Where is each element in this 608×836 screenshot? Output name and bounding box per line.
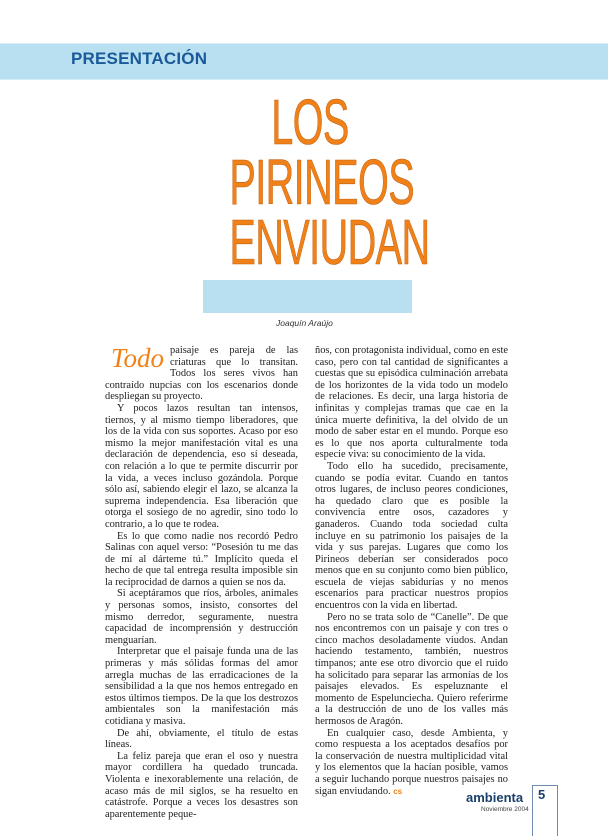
magazine-brand: ambienta bbox=[466, 790, 524, 805]
page-number: 5 bbox=[538, 787, 546, 802]
text-column-right bbox=[315, 345, 508, 797]
text-column-left bbox=[105, 345, 298, 820]
title-background-block bbox=[203, 280, 412, 313]
section-heading: PRESENTACIÓN bbox=[71, 49, 208, 68]
paragraph: Si aceptáramos que ríos, árboles, animales y personas somos, insisto, consortes del mismo derredor, seguramente, nuestra capacidad de incomprensión y destrucción menguarían. bbox=[105, 588, 298, 646]
paragraph: La feliz pareja que eran el oso y nuestra mayor cordillera ha quedado truncada. Violenta e inexorablemente una relación, de acaso más de mil siglos, se ha resuelto en catástrofe. Porque a veces los desastres son aparentemente peque- bbox=[105, 750, 298, 820]
paragraph: Es lo que como nadie nos recordó Pedro Salinas con aquel verso: “Posesión tu me das de mí al dárteme tú.” Implícito queda el hecho de que tal entrega resulta imposible sin la reciprocidad de darnos a quien se nos da. bbox=[105, 530, 298, 588]
paragraph: De ahí, obviamente, el título de estas líneas. bbox=[105, 727, 298, 751]
paragraph: En cualquier caso, desde Ambienta, y como respuesta a los aceptados desafíos por la conservación de nuestra multiplicidad vital y los elementos que la hacían posible, vamos a seguir luchando porque nuestros paisajes no sigan enviudando. cs bbox=[315, 727, 508, 797]
article-title bbox=[229, 86, 430, 278]
title-line-2: PIRINEOS bbox=[229, 146, 415, 218]
issue-date: Noviembre 2004 bbox=[481, 806, 529, 813]
paragraph: Y pocos lazos resultan tan intensos, tiernos, y al mismo tiempo liberadores, que los de la vida con sus soportes. Acaso por eso mismo la mejor manifestación vital es una declaración de dependencia, eso sí deseada, con relación a lo que te permite discurrir por la vida, a veces incluso gozándola. Porque sólo así, sabiendo elegir el lazo, se alcanza la suprema independencia. Esa liberación que otorga el sosiego de no agredir, sino todo lo contrario, a lo que te rodea. bbox=[105, 402, 298, 530]
paragraph: Pero no se trata solo de “Canelle”. De que nos encontremos con un paisaje y con tres o cinco machos desoladamente viudos. Andan haciendo testamento, también, nuestros tímpanos; ante ese otro divorcio que el ruido ha solicitado para separar las armonías de los paisajes elevados. Es espeluznante el momento de Espelunciecha. Quiero referirme a la destrucción de uno de los valles más hermosos de Aragón. bbox=[315, 611, 508, 727]
paragraph: ños, con protagonista individual, como en este caso, pero con tal cantidad de significantes a cuestas que su episódica culminación arrebata de los horizontes de la vida todo un modelo de relaciones. Es decir, una larga historia de infinitas y complejas tramas que cae en la única muerte definitiva, la del olvido de un modo de saber estar en el mundo. Porque eso es lo que nos aporta culturalmente toda especie viva: su conocimiento de la vida. bbox=[315, 345, 508, 461]
end-mark-icon: cs bbox=[393, 786, 403, 796]
article-author: Joaquín Araújo bbox=[276, 318, 333, 328]
paragraph: Interpretar que el paisaje funda una de las primeras y más sólidas formas del amor arregla muchas de las erradicaciones de la sensibilidad a la que nos hemos entregado en estos últimos tiempos. De la que los destrozos ambientales son la manifestación más cotidiana y masiva. bbox=[105, 646, 298, 727]
drop-word: Todo bbox=[111, 343, 165, 373]
paragraph: Todo ello ha sucedido, precisamente, cuando se podía evitar. Cuando en tantos otros lugares, de incluso peores condiciones, ha quedado claro que es posible la convivencia entre osos, cazadores y ganaderos. Cuando toda sociedad culta incluye en su patrimonio los paisajes de la vida y sus parejas. Lugares que como los Pirineos deberían ser considerados poco menos que en su conjunto como bien público, escuela de viejas sabidurías y no menos escenarios para practicar nuestros propios encuentros con la vida en libertad. bbox=[315, 460, 508, 612]
paragraph: Todo paisaje es pareja de las criaturas que lo transitan. Todos los seres vivos han contraído nupcias con los escenarios donde despliegan su proyecto. bbox=[105, 343, 298, 403]
title-line-3: ENVIUDAN bbox=[229, 206, 430, 278]
title-line-1: LOS bbox=[271, 86, 349, 158]
